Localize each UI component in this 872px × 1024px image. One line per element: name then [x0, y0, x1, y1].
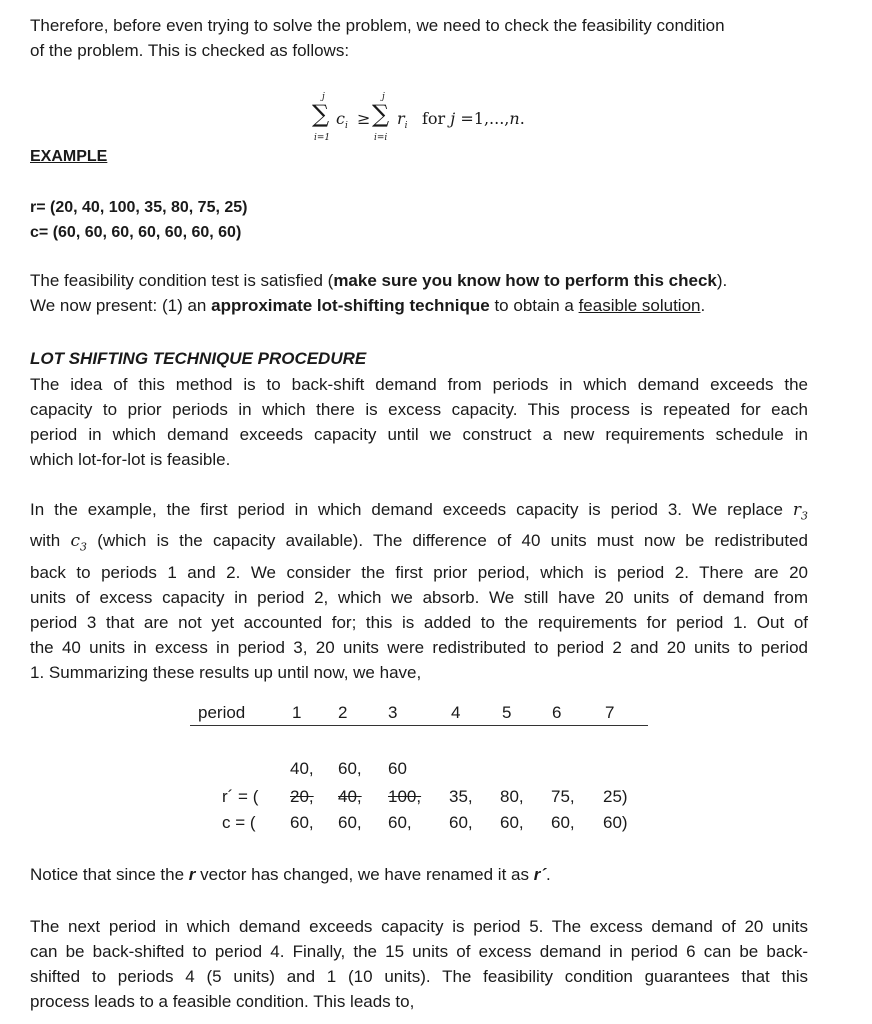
notice-line: Notice that since the r vector has changed, we have renamed it as r´. — [30, 865, 551, 884]
explanation-line: period 3 that are not yet accounted for; this is added to the requirements for period 1. Out of — [30, 612, 808, 632]
c-term: $c_i$ — [336, 109, 348, 132]
r-prime-label: r´ = ( — [222, 787, 259, 806]
period-number: 6 — [552, 703, 562, 722]
next-line: process leads to a feasible condition. This leads to, — [30, 992, 415, 1011]
example-explanation — [30, 497, 808, 685]
procedure-line: capacity to prior periods in which there is excess capacity. This process is repeated for each — [30, 400, 808, 419]
feasibility-paragraph — [30, 268, 808, 318]
explanation-line: In the example, the first period in which demand exceeds capacity is period 3. We replace $r_3$ — [30, 500, 808, 523]
table-header-rule — [190, 725, 648, 726]
period-number: 3 — [388, 703, 398, 722]
explanation-line: the 40 units in excess in period 3, 20 units were redistributed to period 2 and 20 units to period — [30, 637, 808, 657]
c-value: 60, — [290, 813, 314, 832]
procedure-line: period in which demand exceeds capacity until we construct a new requirements schedule in — [30, 425, 808, 444]
c-label: c = ( — [222, 813, 256, 832]
period-number: 7 — [605, 703, 615, 722]
feasibility-line-2: We now present: (1) an approximate lot-shifting technique to obtain a feasible solution. — [30, 296, 706, 315]
c-value: 60, — [449, 813, 473, 832]
r-old-value: 100, — [388, 787, 422, 806]
period-number: 1 — [292, 703, 302, 722]
r-old-value: 40, — [338, 787, 362, 806]
r-value: 35, — [449, 787, 473, 806]
next-paragraph — [30, 914, 808, 1014]
explanation-line: units of excess capacity in period 2, which we absorb. We still have 20 units of demand from — [30, 587, 808, 607]
procedure-heading: LOT SHIFTING TECHNIQUE PROCEDURE — [30, 349, 367, 368]
new-value: 60, — [338, 759, 362, 778]
next-line: The next period in which demand exceeds capacity is period 5. The excess demand of 20 units — [30, 917, 808, 936]
sum1-lower: i=1 — [314, 133, 331, 143]
r-term: $r_i$ — [397, 109, 408, 132]
explanation-line: 1. Summarizing these results up until now, we have, — [30, 662, 422, 682]
feasible-solution-text: feasible solution — [578, 296, 701, 315]
c-value: 60, — [551, 813, 575, 832]
intro-line-1: Therefore, before even trying to solve the problem, we need to check the feasibility condition — [30, 16, 725, 35]
procedure-paragraph — [30, 372, 808, 472]
geq-sign: ≥ — [357, 109, 371, 128]
explanation-line: with $c_3$ (which is the capacity available). The difference of 40 units must now be redistributed — [30, 531, 808, 554]
procedure-line: The idea of this method is to back-shift demand from periods in which demand exceeds the — [30, 375, 808, 394]
next-line: can be back-shifted to period 4. Finally, the 15 units of excess demand in period 6 can be back- — [30, 942, 808, 961]
procedure-line: which lot-for-lot is feasible. — [30, 450, 231, 469]
explanation-line: back to periods 1 and 2. We consider the first prior period, which is period 2. There are 20 — [30, 562, 808, 582]
period-number: 4 — [451, 703, 461, 722]
feasibility-formula — [312, 92, 552, 150]
intro-line-2: of the problem. This is checked as follows: — [30, 41, 350, 60]
r-value: 25) — [603, 787, 628, 806]
period-number: 5 — [502, 703, 512, 722]
feasibility-line-1: The feasibility condition test is satisfied (make sure you know how to perform this check). — [30, 271, 728, 290]
sum2-lower: i=i — [374, 133, 388, 143]
new-value: 40, — [290, 759, 314, 778]
example-c-vector: c= (60, 60, 60, 60, 60, 60, 60) — [30, 224, 242, 241]
example-heading: EXAMPLE — [30, 148, 108, 165]
r-value: 75, — [551, 787, 575, 806]
example-r-vector: r= (20, 40, 100, 35, 80, 75, 25) — [30, 199, 248, 216]
sum1-sigma: ∑ — [312, 100, 330, 128]
sum2-sigma: ∑ — [372, 100, 390, 128]
sum2-upper: j — [382, 92, 385, 102]
c-value: 60, — [338, 813, 362, 832]
r-old-value: 20, — [290, 787, 314, 806]
formula-condition: for j =1,...,n. — [422, 109, 525, 128]
c-value: 60) — [603, 813, 628, 832]
sum1-upper: j — [322, 92, 325, 102]
period-header: period — [198, 703, 246, 722]
c-value: 60, — [500, 813, 524, 832]
new-value: 60 — [388, 759, 407, 778]
next-line: shifted to periods 4 (5 units) and 1 (10 units). The feasibility condition guarantees that this — [30, 967, 808, 986]
c-value: 60, — [388, 813, 412, 832]
intro-paragraph — [30, 13, 808, 63]
period-number: 2 — [338, 703, 348, 722]
r-value: 80, — [500, 787, 524, 806]
